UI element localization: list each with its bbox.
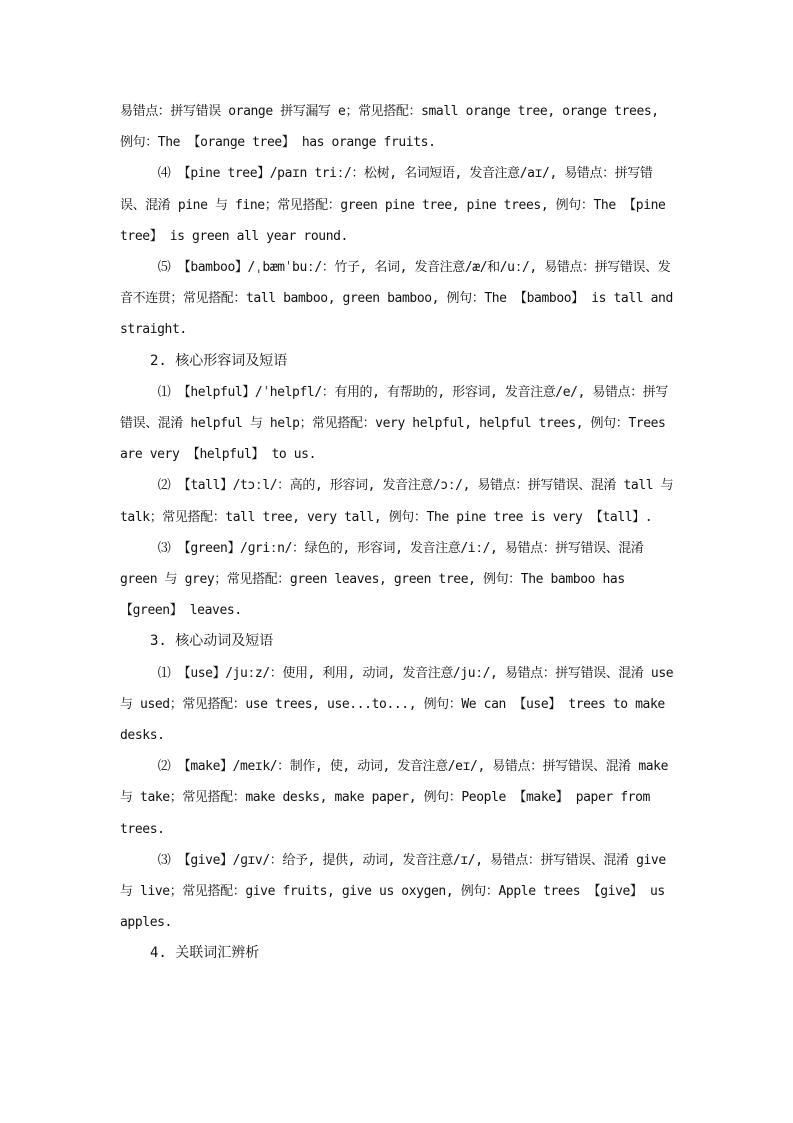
item-helpful: ⑴ 【helpful】/ˈhelpfl/：有用的, 有帮助的, 形容词, 发音注意/e/, 易错点：拼写错误、混淆 helpful 与 help；常见搭配：very helpful, helpful trees, 例句：Trees are very 【helpful】 to us.: [120, 384, 669, 463]
section-heading-vocabulary-analysis: 4. 关联词汇辨析: [150, 945, 260, 962]
item-green: ⑶ 【green】/ɡriːn/：绿色的, 形容词, 发音注意/iː/, 易错点：拼写错误、混淆 green 与 grey；常见搭配：green leaves, green tree, 例句：The bamboo has 【green】 leaves.: [120, 540, 644, 619]
section-heading-adjectives: 2. 核心形容词及短语: [150, 352, 288, 369]
document-content: [120, 96, 676, 970]
paragraph-orange-tree-notes: 易错点：拼写错误 orange 拼写漏写 e；常见搭配：small orange tree, orange trees, 例句：The 【orange tree】 has orange fruits.: [120, 104, 659, 151]
item-make: ⑵ 【make】/meɪk/：制作, 使, 动词, 发音注意/eɪ/, 易错点：拼写错误、混淆 make 与 take；常见搭配：make desks, make paper, 例句：People 【make】 paper from trees.: [120, 759, 669, 837]
item-use: ⑴ 【use】/juːz/：使用, 利用, 动词, 发音注意/juː/, 易错点：拼写错误、混淆 use 与 used；常见搭配：use trees, use...to..., 例句：We can 【use】 trees to make desks.: [120, 665, 674, 744]
item-give: ⑶ 【give】/ɡɪv/：给予, 提供, 动词, 发音注意/ɪ/, 易错点：拼写错误、混淆 give 与 live；常见搭配：give fruits, give us oxygen, 例句：Apple trees 【give】 us apples.: [120, 852, 666, 931]
item-bamboo: ⑸ 【bamboo】/ˌbæmˈbuː/：竹子, 名词, 发音注意/æ/和/uː/, 易错点：拼写错误、发音不连贯；常见搭配：tall bamboo, green bamboo, 例句：The 【bamboo】 is tall and straight.: [120, 260, 673, 338]
section-heading-verbs: 3. 核心动词及短语: [150, 633, 274, 650]
item-pine-tree: ⑷ 【pine tree】/paɪn triː/：松树, 名词短语, 发音注意/aɪ/, 易错点：拼写错误、混淆 pine 与 fine；常见搭配：green pine tree, pine trees, 例句：The 【pine tree】 is green all year round.: [120, 166, 666, 244]
item-tall: ⑵ 【tall】/tɔːl/：高的, 形容词, 发音注意/ɔː/, 易错点：拼写错误、混淆 tall 与 talk；常见搭配：tall tree, very tall, 例句：The pine tree is very 【tall】.: [120, 478, 674, 525]
